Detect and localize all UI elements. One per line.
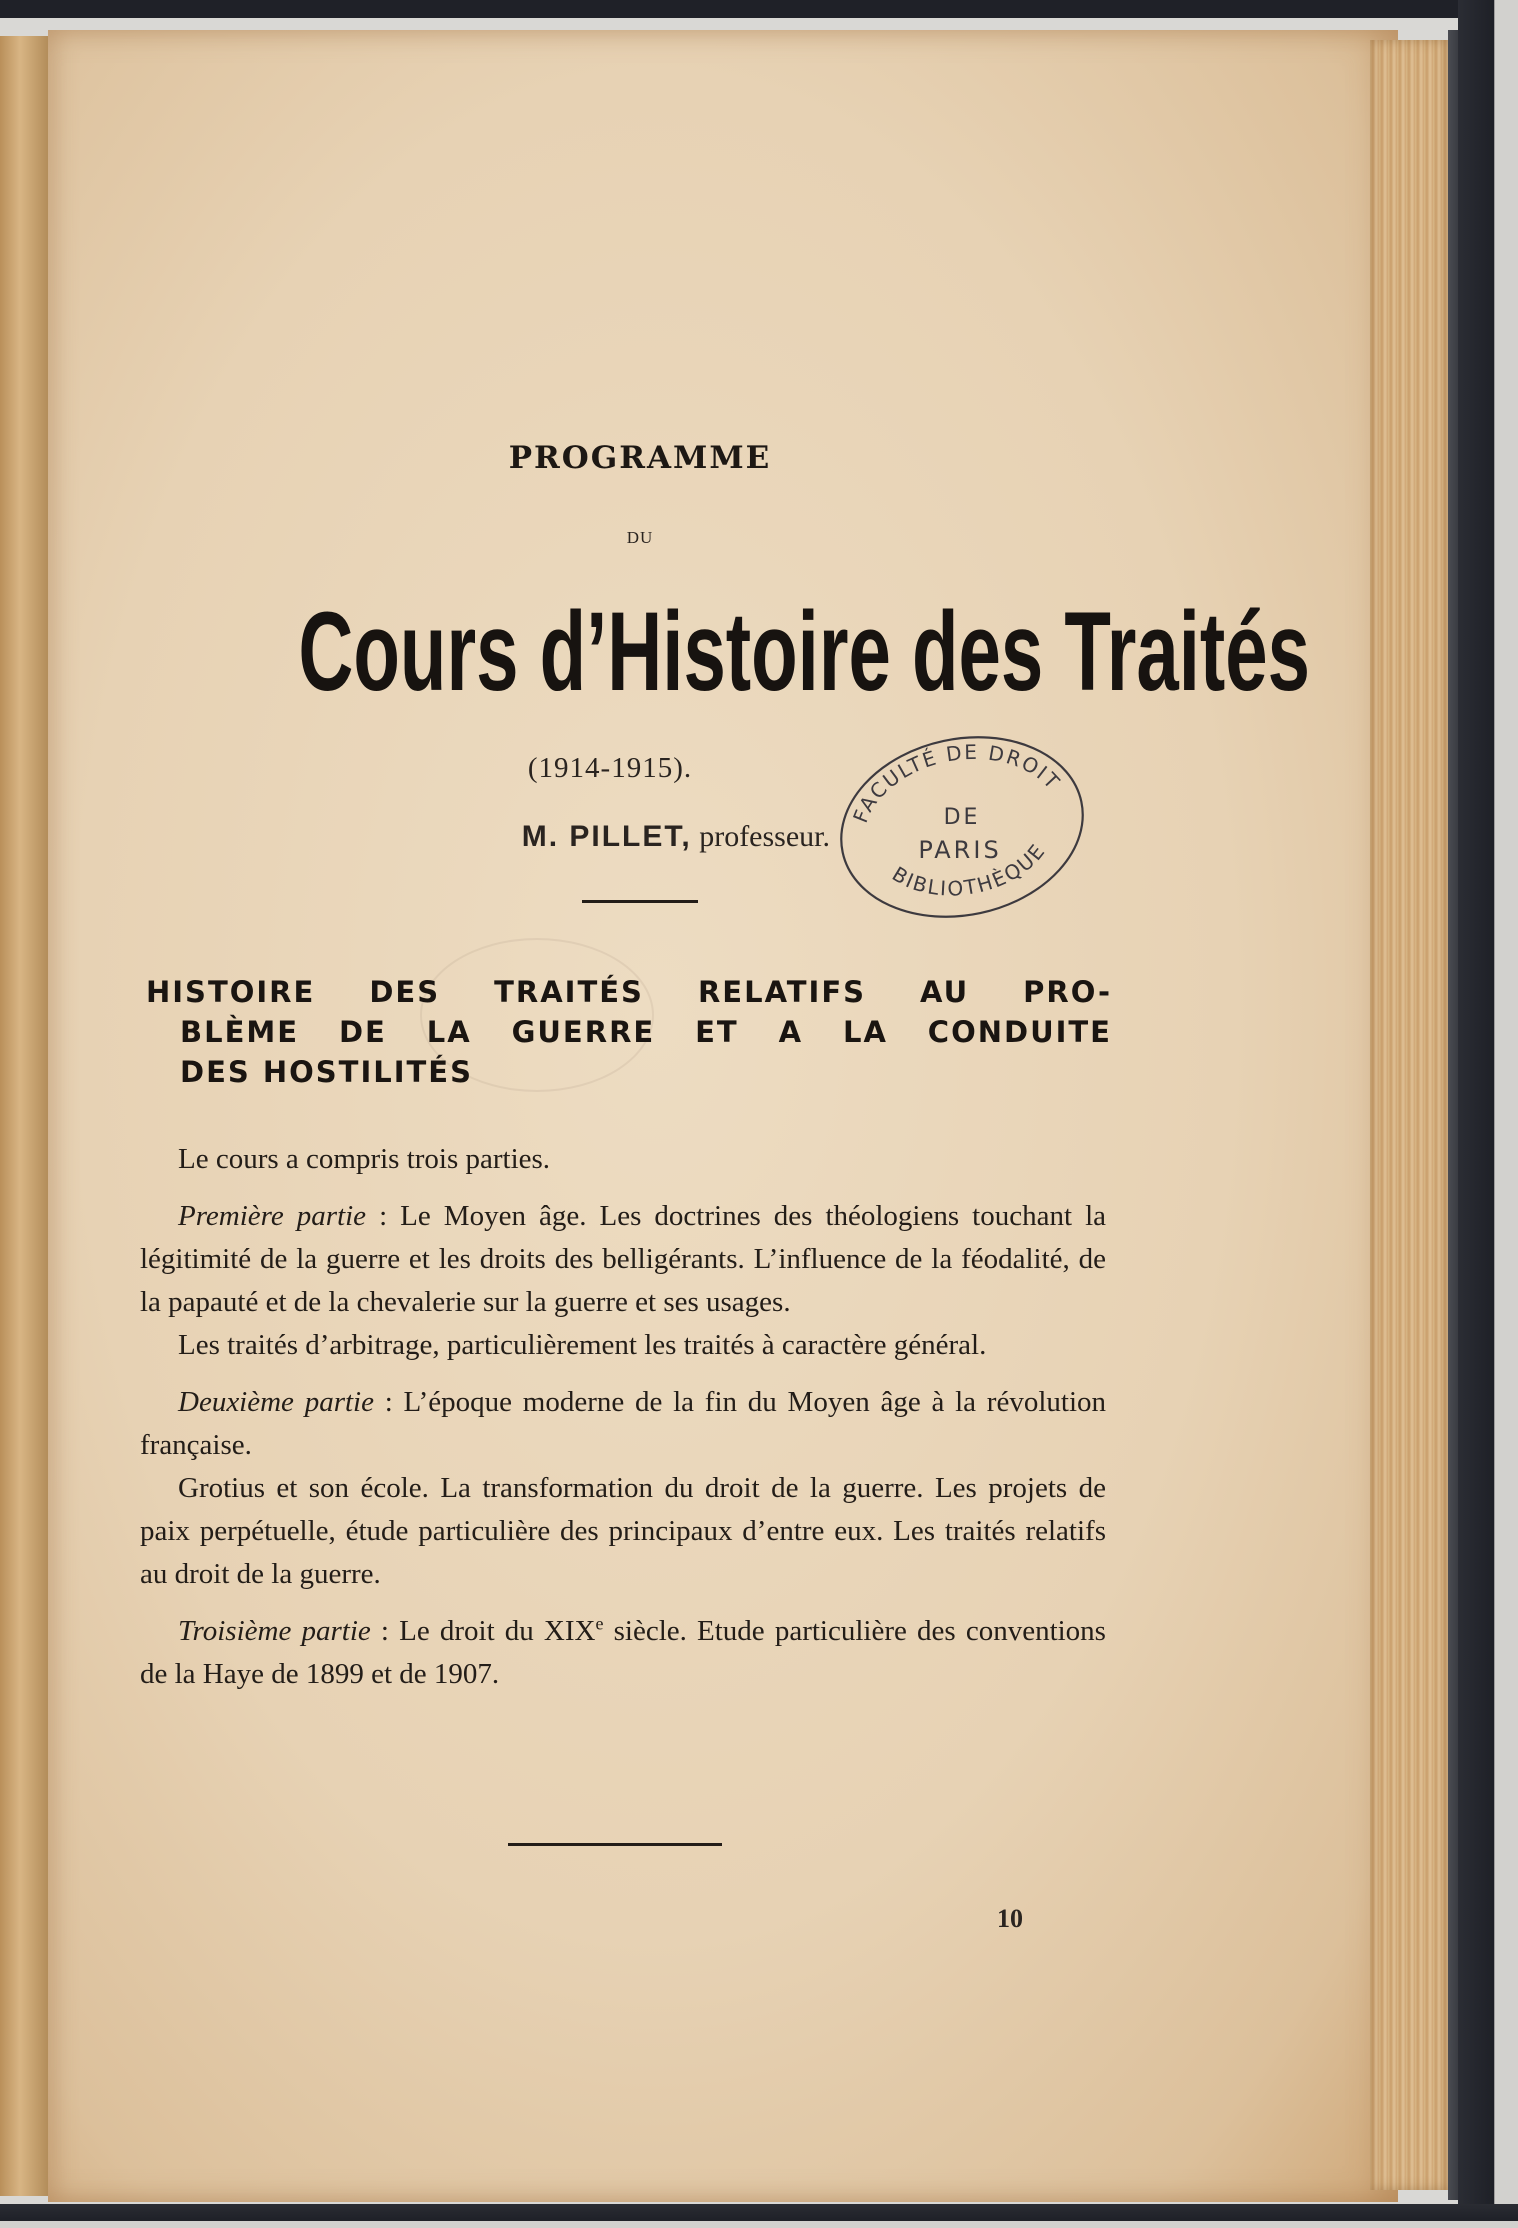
body-text xyxy=(140,1138,1106,1696)
section-heading-line1: HISTOIRE DES TRAITÉS RELATIFS AU PRO- xyxy=(146,975,1112,1009)
part1-text: : Le Moyen âge. Les doctrines des théologiens touchant la légitimité de la guerre et les droits des belligérants. L’influence de la féodalité, de la papauté et de la chevalerie sur la guerre et ses usages. xyxy=(140,1200,1106,1318)
part1-paragraph xyxy=(140,1195,1106,1324)
facing-page-edge xyxy=(0,36,52,2196)
stamp-line1: FACULTÉ DE DROIT xyxy=(848,739,1066,827)
page-number: 10 xyxy=(997,1904,1023,1933)
part3-label: Troisième partie xyxy=(178,1615,371,1647)
section-heading-line2: BLÈME DE LA GUERRE ET A LA CONDUITE xyxy=(180,1015,1112,1049)
page-edges xyxy=(1370,40,1448,2190)
part2-paragraph xyxy=(140,1381,1106,1467)
programme-heading: PROGRAMME xyxy=(508,440,772,476)
author-role: professeur. xyxy=(691,820,830,853)
part3-superscript: e xyxy=(595,1613,604,1634)
part3-text-b: siècle. Etude particulière des conventions de la Haye de 1899 et de 1907. xyxy=(140,1615,1106,1690)
title-divider xyxy=(582,900,698,903)
part1-paragraph2: Les traités d’arbitrage, particulièrement les traités à caractère général. xyxy=(178,1329,987,1361)
section-heading-line3: DES HOSTILITÉS xyxy=(180,1055,473,1089)
cover-bottom-edge xyxy=(0,2204,1518,2228)
part3-paragraph xyxy=(140,1610,1106,1696)
part2-paragraph2: Grotius et son école. La transformation du droit de la guerre. Les projets de paix perpétuelle, étude particulière des principaux d’entre eux. Les traités relatifs au droit de la guerre. xyxy=(140,1472,1106,1590)
library-stamp xyxy=(822,722,1102,922)
part2-text: : L’époque moderne de la fin du Moyen âge à la révolution française. xyxy=(140,1386,1106,1461)
author-name: M. PILLET, xyxy=(521,820,692,853)
section-heading xyxy=(146,972,1112,1092)
document-page xyxy=(48,30,1398,2202)
intro-paragraph: Le cours a compris trois parties. xyxy=(178,1143,551,1175)
author-line xyxy=(370,820,830,854)
academic-years: (1914-1915). xyxy=(527,752,693,784)
page-title: Cours d’Histoire des Traités xyxy=(298,589,1310,714)
stamp-line4: BIBLIOTHÈQUE xyxy=(888,838,1051,901)
end-divider xyxy=(508,1843,722,1846)
cover-top-edge xyxy=(0,0,1518,18)
part2-label: Deuxième partie xyxy=(178,1386,374,1418)
part1-label: Première partie xyxy=(178,1200,367,1232)
cover-right-edge xyxy=(1458,0,1518,2228)
stamp-line3: PARIS xyxy=(918,836,1002,864)
stamp-line2: DE xyxy=(943,805,981,830)
connector-du: DU xyxy=(626,528,654,547)
part3-text-a: : Le droit du XIX xyxy=(370,1615,596,1647)
